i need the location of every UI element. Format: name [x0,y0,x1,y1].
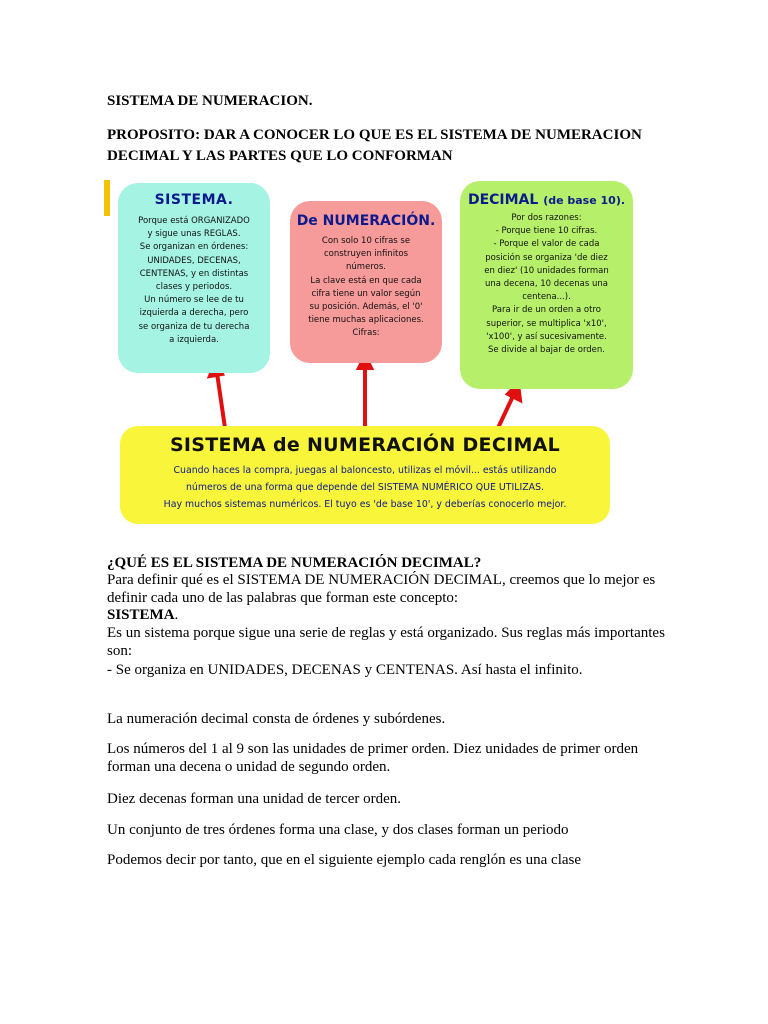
arrow-decimal [498,394,514,428]
paragraph-unidades: Los números del 1 al 9 son las unidades de primer orden. Diez unidades de primer orden forman una decena o unidad de segundo orden. [107,741,639,775]
infographic [104,176,626,530]
purpose-statement: PROPOSITO: DAR A CONOCER LO QUE ES EL SISTEMA DE NUMERACION DECIMAL Y LAS PARTES QUE LO CONFORMAN [107,127,642,164]
box-sistema-text: Porque está ORGANIZADO y sigue unas REGLAS. Se organizan en órdenes: UNIDADES, DECENAS, CENTENAS, y en distintas clases y periodos. Un número se lee de tu izquierda a derecha, pero se organiza de tu derecha a izquierda. [138,216,250,345]
box-main [120,426,610,524]
organiza-list-item: - Se organiza en UNIDADES, DECENAS y CENTENAS. Así hasta el infinito. [107,662,583,678]
box-main-title: SISTEMA de NUMERACIÓN DECIMAL [169,434,561,456]
box-decimal [460,181,633,389]
box-decimal-title-main: DECIMAL [467,192,539,208]
paragraph-decenas: Diez decenas forman una unidad de tercer orden. [107,791,402,807]
document-title: SISTEMA DE NUMERACION. [107,93,313,109]
paragraph-ordenes: La numeración decimal consta de órdenes y subórdenes. [107,711,446,727]
box-numeracion-title: De NUMERACIÓN. [296,213,436,229]
sistema-heading-dot: . [174,607,179,623]
box-decimal-title [460,192,633,208]
definir-paragraph: Para definir qué es el SISTEMA DE NUMERACIÓN DECIMAL, creemos que lo mejor es definir cada uno de las palabras que forman este concepto: [107,572,656,606]
box-decimal-title-suffix: (de base 10). [543,194,626,207]
sistema-heading-text: SISTEMA [107,607,175,623]
question-heading: ¿QUÉ ES EL SISTEMA DE NUMERACIÓN DECIMAL? [107,555,482,571]
paragraph-clases: Un conjunto de tres órdenes forma una clase, y dos clases forman un periodo [107,822,569,838]
box-sistema-title: SISTEMA. [154,192,234,208]
box-main-text: Cuando haces la compra, juegas al baloncesto, utilizas el móvil... estás utilizando números de una forma que depende del SISTEMA NUMÉRICO QUE UTILIZAS. Hay muchos sistemas numéricos. El tuyo es 'de base 10', y deberías conocerlo mejor. [163,465,567,510]
arrow-sistema [217,373,225,428]
box-numeracion-text: Con solo 10 cifras se construyen infinitos números. La clave está en que cada cifra tiene un valor según su posición. Además, el '0' tiene muchas aplicaciones. Cifras: [308,236,424,339]
box-sistema [118,183,270,373]
sistema-paragraph: Es un sistema porque sigue una serie de reglas y está organizado. Sus reglas más importantes son: [107,625,665,659]
box-numeracion [290,201,442,363]
paragraph-ejemplo: Podemos decir por tanto, que en el siguiente ejemplo cada renglón es una clase [107,852,582,868]
sistema-heading [107,607,667,625]
box-decimal-text: Por dos razones: - Porque tiene 10 cifras. - Porque el valor de cada posición se organiza 'de diez en diez' (10 unidades forman una decena, 10 decenas una centena...). Para ir de un orden a otro superior, se multiplica 'x10', 'x100', y así sucesivamente. Se divide al bajar de orden. [484,213,609,356]
